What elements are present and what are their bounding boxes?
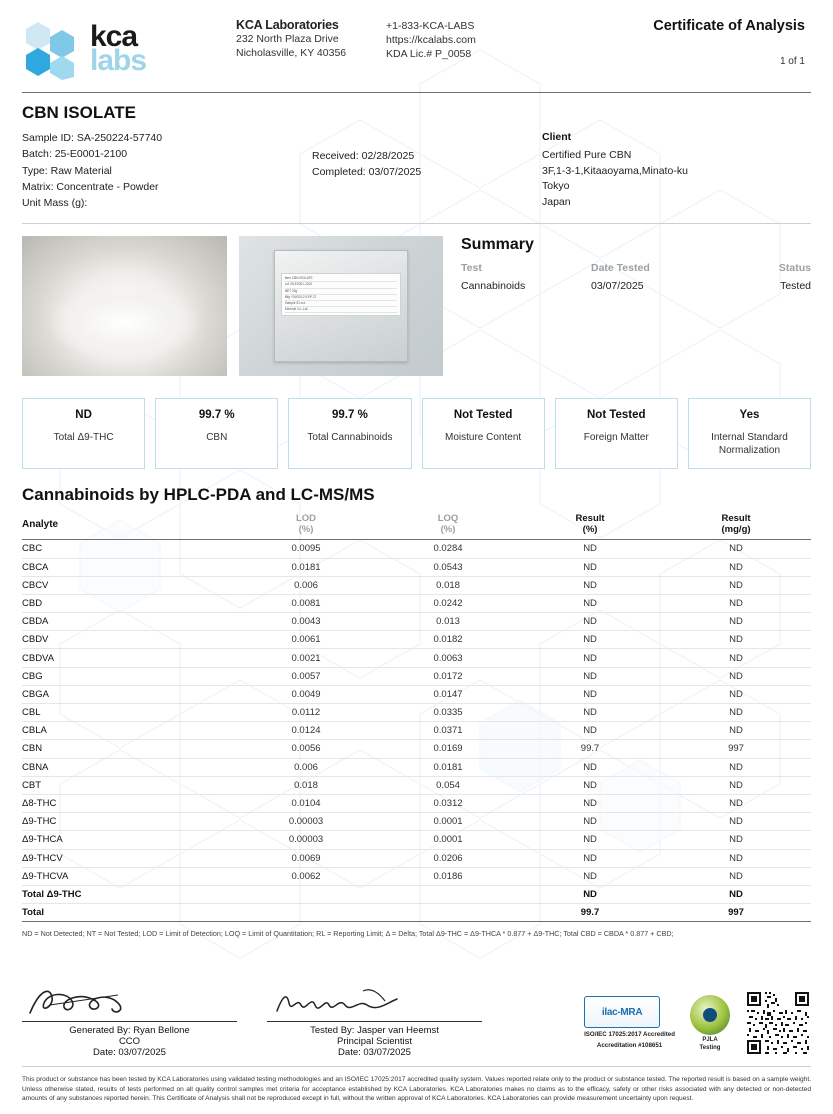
cell-result-pct: ND [519,704,661,722]
cell-result-mgg: ND [661,558,811,576]
cannabinoids-table-body [22,540,811,922]
pouch-label [281,273,401,316]
cell-loq: 0.054 [377,776,519,794]
cell-analyte: CBDV [22,631,235,649]
col-header-loq-unit: (%) [440,524,456,536]
table-row [22,558,811,576]
cell-result-pct: ND [519,722,661,740]
cell-analyte: CBGA [22,685,235,703]
client-address-2: Tokyo [542,180,570,193]
cell-loq: 0.0284 [377,540,519,558]
cell-loq: 0.0147 [377,685,519,703]
pouch-label-line: Mfg *25/02/12 EXP 27 [285,295,397,301]
cell-result-pct: ND [519,558,661,576]
client-name: Certified Pure CBN [542,148,632,161]
logo-text-kca: kca [90,20,138,53]
table-row [22,594,811,612]
result-box-total-cannabinoids [288,398,411,469]
lab-info [236,18,386,60]
result-box-foreign-matter [555,398,678,469]
cell-analyte: Δ8-THC [22,794,235,812]
cell-result-mgg: ND [661,867,811,885]
cell-loq: 0.0186 [377,867,519,885]
cell-loq: 0.0001 [377,813,519,831]
signature-image-tested [267,985,482,1019]
sample-details [22,130,312,211]
page-indicator: 1 of 1 [779,56,805,67]
cannabinoids-table [22,511,811,922]
col-header-lod-name: LOD [295,513,317,525]
table-row [22,758,811,776]
cell-loq: 0.018 [377,576,519,594]
sample-dates [312,130,542,211]
col-header-analyte: Analyte [22,511,235,540]
cell-analyte: CBT [22,776,235,794]
received-date: Received: 02/28/2025 [312,150,415,162]
client-block [542,130,762,211]
table-row [22,794,811,812]
cell-result-mgg: ND [661,704,811,722]
unit-mass-label: Unit Mass (g): [22,197,88,210]
result-box-value: 99.7 % [332,409,368,422]
cell-loq: 0.0371 [377,722,519,740]
cell-result-mgg: ND [661,540,811,558]
summary-col-date: Date Tested [591,262,650,275]
table-row-total [22,904,811,922]
cell-analyte: CBLA [22,722,235,740]
cell-result-mgg: ND [661,685,811,703]
col-header-result-mgg [661,511,811,540]
cell-result-mgg: 997 [661,904,811,922]
accreditation-badges [584,990,811,1058]
col-header-lod-unit: (%) [298,524,314,536]
product-pouch [274,250,408,362]
pjla-caption-2: Testing [699,1045,721,1052]
pouch-label-line: NET 20g [285,289,397,295]
cell-result-mgg: ND [661,794,811,812]
cell-result-pct: ND [519,685,661,703]
result-box-value: Not Tested [453,409,513,422]
col-header-result-pct-name: Result [575,513,605,525]
result-box-total-d9-thc [22,398,145,469]
signature-section [0,939,833,1058]
coa-title: Certificate of Analysis [653,18,805,34]
cell-result-mgg: 997 [661,740,811,758]
generated-by-name: Generated By: Ryan Bellone [69,1025,190,1037]
cell-result-pct: ND [519,794,661,812]
summary-test-name: Cannabinoids [461,280,526,293]
cell-result-mgg: ND [661,813,811,831]
table-row [22,849,811,867]
table-row [22,867,811,885]
summary-heading: Summary [461,236,534,254]
summary-panel [455,236,811,376]
cell-loq: 0.013 [377,613,519,631]
cell-result-mgg: ND [661,667,811,685]
table-row-total-d9-thc [22,885,811,903]
cell-lod: 0.00003 [235,813,377,831]
type-value: Raw Material [50,164,112,177]
result-box-label: Internal Standard Normalization [711,432,788,456]
result-box-label: CBN [206,432,228,444]
cell-result-mgg: ND [661,849,811,867]
cell-loq: 0.0312 [377,794,519,812]
col-header-result-mgg-name: Result [721,513,751,525]
result-box-value: 99.7 % [198,409,235,422]
ilac-mra-badge [584,996,675,1050]
summary-table-header [461,262,811,274]
client-address-3: Japan [542,196,571,208]
col-header-result-mgg-unit: (mg/g) [721,524,751,536]
lab-address-line-1: 232 North Plaza Drive [236,33,339,45]
cell-result-mgg: ND [661,576,811,594]
sample-id-value: SA-250224-57740 [76,132,163,144]
lab-address-line-2: Nicholasville, KY 40356 [236,47,347,60]
cell-loq: 0.0182 [377,631,519,649]
cell-lod: 0.0124 [235,722,377,740]
table-row [22,740,811,758]
tested-by-date: Date: 03/07/2025 [338,1047,411,1059]
table-row [22,776,811,794]
result-box-value: ND [75,409,92,422]
cell-lod [235,885,377,903]
cell-analyte: Total [22,904,235,922]
cell-loq: 0.0335 [377,704,519,722]
coa-header-block [653,18,805,67]
accreditation-caption-2: Accreditation #108651 [596,1042,663,1050]
cell-result-mgg: ND [661,613,811,631]
table-row [22,613,811,631]
sample-photo-powder [22,236,227,376]
pjla-badge [687,995,733,1051]
table-row [22,540,811,558]
cell-loq [377,904,519,922]
cell-lod: 0.0057 [235,667,377,685]
cell-loq: 0.0242 [377,594,519,612]
cell-analyte: Δ9-THC [22,813,235,831]
cell-lod: 0.0061 [235,631,377,649]
cell-loq: 0.0206 [377,849,519,867]
cell-lod: 0.0095 [235,540,377,558]
cannabinoids-section [0,469,833,922]
logo-text-labs: labs [90,44,147,77]
matrix-label: Matrix: [22,180,54,193]
cell-result-pct: ND [519,613,661,631]
cannabinoids-heading: Cannabinoids by HPLC-PDA and LC-MS/MS [22,485,375,505]
cell-result-pct: ND [519,667,661,685]
cell-analyte: CBDVA [22,649,235,667]
generated-by-date: Date: 03/07/2025 [93,1047,166,1059]
cell-loq: 0.0001 [377,831,519,849]
tested-by-role: Principal Scientist [337,1036,412,1048]
signature-image-generated [22,985,237,1019]
generated-by-role: CCO [118,1036,141,1048]
lab-license: KDA Lic.# P_0058 [386,48,472,61]
sample-photo-package [239,236,444,376]
cell-result-mgg: ND [661,831,811,849]
result-box-moisture-content [422,398,545,469]
summary-col-test: Test [461,262,482,275]
cell-result-pct: ND [519,576,661,594]
table-row [22,813,811,831]
cell-lod: 0.0069 [235,849,377,867]
cell-loq: 0.0172 [377,667,519,685]
cell-loq: 0.0181 [377,758,519,776]
document-header [0,0,833,88]
pouch-label-line: Sample ID.xxx [285,301,397,307]
cell-result-pct: 99.7 [519,740,661,758]
cell-analyte: CBNA [22,758,235,776]
cell-analyte: Total Δ9-THC [22,885,235,903]
batch-value: 25-E0001-2100 [54,148,128,161]
table-row [22,831,811,849]
tested-by-name: Tested By: Jasper van Heemst [310,1025,439,1037]
table-footnote: ND = Not Detected; NT = Not Tested; LOD = Limit of Detection; LOQ = Limit of Quantitation; RL = Reporting Limit; Δ = Delta; Total Δ9-THC = Δ9-THCA * 0.877 + Δ9-THC; Total CBD = CBDA * 0.877 + CBD; [22,929,674,939]
cell-analyte: CBDA [22,613,235,631]
cell-analyte: Δ9-THCA [22,831,235,849]
cell-analyte: Δ9-THCVA [22,867,235,885]
cell-result-mgg: ND [661,885,811,903]
pouch-label-line: Lot 25-E0001-2100 [285,282,397,288]
table-row [22,576,811,594]
pouch-label-line: Item CBN ISOLATE [285,276,397,282]
summary-test-status: Tested [780,280,811,293]
cell-result-pct: ND [519,867,661,885]
col-header-loq-name: LOQ [437,513,459,525]
col-header-result-pct-unit: (%) [582,524,598,536]
cell-loq: 0.0543 [377,558,519,576]
cell-lod: 0.0062 [235,867,377,885]
lab-name: KCA Laboratories [236,18,339,32]
cell-result-pct: ND [519,831,661,849]
cell-result-pct: ND [519,594,661,612]
cell-lod: 0.0081 [235,594,377,612]
col-header-lod [235,511,377,540]
cell-result-pct: ND [519,776,661,794]
pjla-logo-icon [690,995,730,1035]
cell-analyte: CBCA [22,558,235,576]
cell-lod: 0.00003 [235,831,377,849]
completed-date: Completed: 03/07/2025 [312,166,422,179]
kca-logo [22,18,222,80]
cell-analyte: CBCV [22,576,235,594]
cell-lod: 0.0043 [235,613,377,631]
table-row [22,667,811,685]
result-box-label: Total Cannabinoids [307,432,393,444]
summary-col-status: Status [778,262,811,275]
cell-lod: 0.0056 [235,740,377,758]
qr-code[interactable] [745,990,811,1056]
cell-result-pct: ND [519,849,661,867]
cell-result-pct: 99.7 [519,904,661,922]
result-box-label: Moisture Content [445,432,522,444]
lab-phone: +1-833-KCA-LABS [386,20,475,32]
disclaimer-text: This product or substance has been tested by KCA Laboratories using validated testing methodologies and an ISO/IEC 17025:2017 accredited quality system. Values reported relate only to the product or substance tested. The reported result is based on a sample weight. Unless otherwise stated, results of tests performed on all quality control samples met criteria for acceptance established by KCA Laboratories. KCA Laboratories makes no claims as to the efficacy, safety or other risks associated with any detected or non-detected amounts of any substances reported herein. This Certificate of Analysis shall not be reproduced except in full, without the written approval of KCA Laboratories. KCA Laboratories can provide measurement uncertainty upon request. [22,1076,811,1103]
table-row [22,685,811,703]
cell-result-mgg: ND [661,722,811,740]
cell-result-pct: ND [519,885,661,903]
result-box-value: Not Tested [586,409,646,422]
cell-lod: 0.0049 [235,685,377,703]
col-header-loq [377,511,519,540]
ilac-mra-logo-icon: ilac-MRA [584,996,660,1028]
cell-analyte: CBC [22,540,235,558]
cell-result-pct: ND [519,540,661,558]
summary-row [461,274,811,292]
client-header: Client [542,131,572,143]
col-header-result-pct [519,511,661,540]
cell-lod: 0.0021 [235,649,377,667]
sample-title: CBN ISOLATE [22,103,136,122]
cell-result-pct: ND [519,758,661,776]
table-row [22,649,811,667]
pouch-label-line: Kitohide Co.,Ltd. [285,307,397,313]
table-row [22,704,811,722]
batch-label: Batch: [22,148,52,161]
matrix-value: Concentrate - Powder [56,180,159,193]
cell-loq [377,885,519,903]
cell-lod: 0.006 [235,576,377,594]
cell-loq: 0.0063 [377,649,519,667]
cell-lod: 0.006 [235,758,377,776]
media-summary-section [0,224,833,376]
cell-result-mgg: ND [661,594,811,612]
summary-test-date: 03/07/2025 [591,280,644,293]
pjla-caption-1: PJLA [702,1037,718,1044]
result-summary-boxes [0,376,833,469]
result-box-internal-standard-normalization [688,398,811,469]
result-box-cbn [155,398,278,469]
lab-contact [386,18,536,62]
cell-result-pct: ND [519,631,661,649]
cell-result-pct: ND [519,813,661,831]
signature-generated-by [22,985,237,1058]
cell-lod: 0.018 [235,776,377,794]
cell-loq: 0.0169 [377,740,519,758]
cell-result-mgg: ND [661,758,811,776]
result-box-label: Total Δ9-THC [53,432,114,444]
cell-lod: 0.0104 [235,794,377,812]
cell-analyte: CBG [22,667,235,685]
accreditation-caption-1: ISO/IEC 17025:2017 Accredited [584,1031,675,1039]
cell-analyte: CBL [22,704,235,722]
type-label: Type: [22,164,48,177]
cell-lod [235,904,377,922]
client-address-1: 3F,1-3-1,Kitaaoyama,Minato-ku [542,164,688,177]
cell-analyte: CBN [22,740,235,758]
cell-lod: 0.0112 [235,704,377,722]
cell-analyte: Δ9-THCV [22,849,235,867]
cell-result-pct: ND [519,649,661,667]
cube-logo-icon [22,18,84,80]
cell-result-mgg: ND [661,776,811,794]
sample-section [0,93,833,211]
result-box-value: Yes [739,409,760,422]
table-row [22,631,811,649]
table-row [22,722,811,740]
lab-website[interactable]: https://kcalabs.com [386,34,476,47]
signature-tested-by [267,985,482,1058]
result-box-label: Foreign Matter [583,432,649,444]
cell-lod: 0.0181 [235,558,377,576]
cell-result-mgg: ND [661,631,811,649]
cell-result-mgg: ND [661,649,811,667]
sample-id-label: Sample ID: [22,132,74,144]
cell-analyte: CBD [22,594,235,612]
